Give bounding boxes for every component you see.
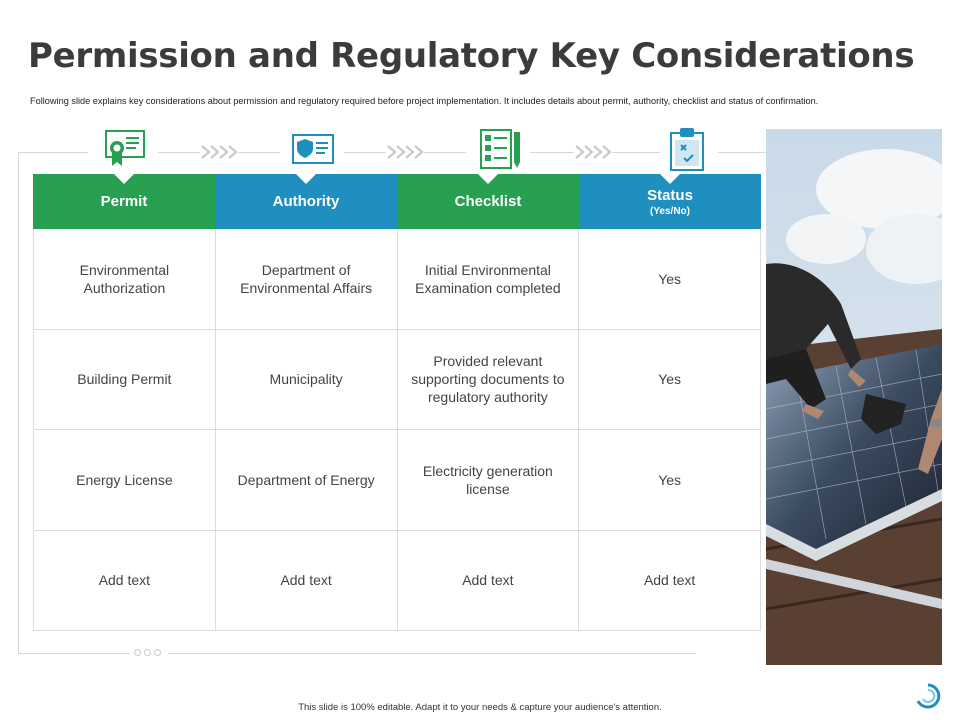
header-permit: Permit <box>33 174 215 229</box>
table-cell: Energy License <box>34 430 216 530</box>
table-cell: Yes <box>579 430 761 530</box>
frame-line-bottom-right <box>168 653 696 654</box>
table-cell: Yes <box>579 330 761 430</box>
table-cell: Add text <box>398 531 580 631</box>
table-row <box>34 229 761 330</box>
chevrons-icon <box>200 143 240 161</box>
table-cell: Add text <box>579 531 761 631</box>
page-subtitle: Following slide explains key considerations about permission and regulatory required before project implementation. It includes details about permit, authority, checklist and status of confirmation. <box>30 96 819 106</box>
page-title: Permission and Regulatory Key Considerations <box>28 36 915 76</box>
table-cell: Yes <box>579 229 761 329</box>
table-body <box>33 229 761 631</box>
chevrons-icon <box>386 143 426 161</box>
connector-line <box>238 152 280 153</box>
frame-line-bottom <box>18 653 130 654</box>
frame-line-top <box>18 152 88 153</box>
solar-panel-photo <box>766 129 942 665</box>
chevrons-icon <box>574 143 614 161</box>
table-cell: Department of Energy <box>216 430 398 530</box>
connector-line <box>530 152 574 153</box>
frame-line-left <box>18 152 19 654</box>
connector-line <box>344 152 386 153</box>
table-cell: Add text <box>34 531 216 631</box>
table-header <box>33 174 761 229</box>
table-cell: Municipality <box>216 330 398 430</box>
table-cell: Department of Environmental Affairs <box>216 229 398 329</box>
table-row <box>34 330 761 431</box>
table-cell: Environmental Authorization <box>34 229 216 329</box>
table-cell: Electricity generation license <box>398 430 580 530</box>
connector-line <box>612 152 660 153</box>
header-checklist: Checklist <box>397 174 579 229</box>
footer-note: This slide is 100% editable. Adapt it to your needs & capture your audience's attention. <box>298 702 662 713</box>
clipboard-icon <box>664 126 710 172</box>
connector-line <box>158 152 200 153</box>
table-cell: Initial Environmental Examination completed <box>398 229 580 329</box>
header-status: Status (Yes/No) <box>579 174 761 229</box>
table-row <box>34 531 761 632</box>
pagination-dots <box>134 649 161 656</box>
checklist-icon <box>478 126 524 172</box>
certificate-icon <box>102 126 148 172</box>
id-card-shield-icon <box>290 126 336 172</box>
brand-logo-icon <box>914 682 942 710</box>
header-authority: Authority <box>215 174 397 229</box>
table-cell: Add text <box>216 531 398 631</box>
table-cell: Building Permit <box>34 330 216 430</box>
table-row <box>34 430 761 531</box>
connector-line <box>424 152 466 153</box>
table-cell: Provided relevant supporting documents to regulatory authority <box>398 330 580 430</box>
considerations-table <box>33 174 761 631</box>
